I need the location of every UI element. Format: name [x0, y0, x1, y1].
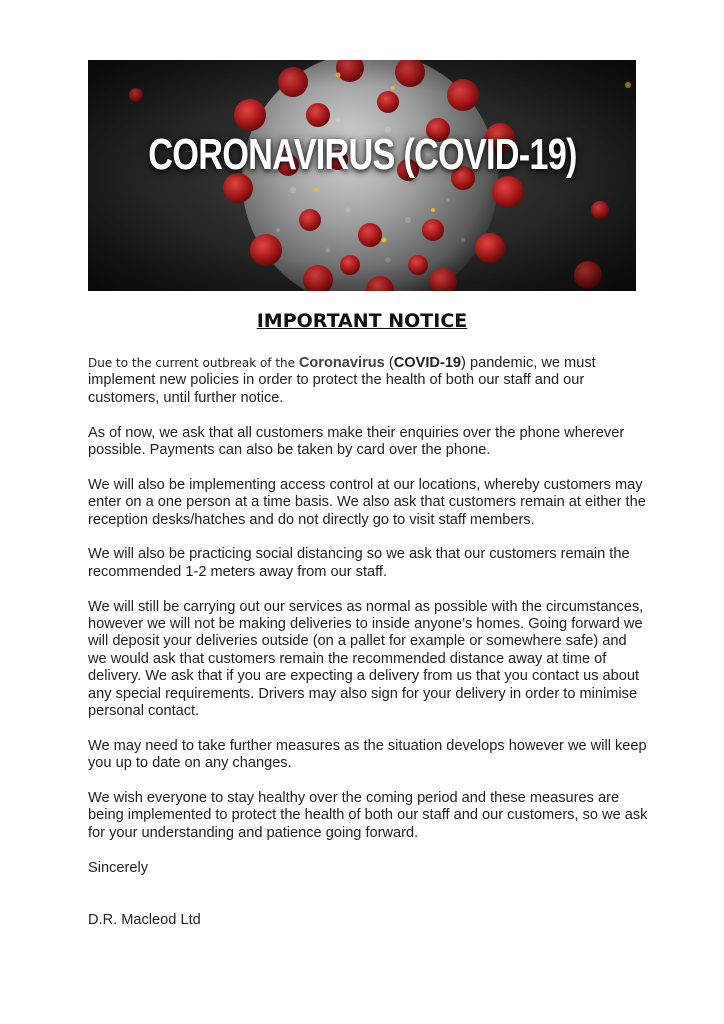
paragraph-deliveries: We will still be carrying out our services as normal as possible with the circumstances, however we will not be making deliveries to inside anyone’s homes. Going forward we will deposit your deliveries outside (on a pallet for example or somewhere safe) and we would ask that customers remain the recommended distance away at time of delivery. We ask that if you are expecting a delivery from us that you contact us about any special requirements. Drivers may also sign for your delivery in order to minimise personal contact. — [88, 598, 644, 720]
intro-rest: ) pandemic, we must implement new policies in order to protect the health of both our staff and our customers, until further notice. — [88, 355, 596, 406]
notice-body — [88, 355, 648, 929]
covid-banner — [88, 60, 636, 291]
paragraph-further-measures: We may need to take further measures as the situation develops however we will keep you up to date on any changes. — [88, 737, 647, 772]
intro-paren-open: ( — [384, 355, 394, 371]
notice-heading: IMPORTANT NOTICE — [256, 310, 468, 332]
intro-paragraph — [88, 355, 648, 407]
intro-lead: Due to the current outbreak of the — [88, 356, 299, 370]
intro-virus-word: Coronavirus — [298, 355, 385, 371]
paragraph-access-control: We will also be implementing access control at our locations, whereby customers may enter on a one person at a time basis. We also ask that customers remain at either the reception desks/hatches and do not directly go to visit staff members. — [88, 476, 646, 528]
paragraph-phone-enquiries: As of now, we ask that all customers make their enquiries over the phone wherever possible. Payments can also be taken by card over the phone. — [88, 424, 625, 459]
paragraph-stay-healthy: We wish everyone to stay healthy over the coming period and these measures are being implemented to protect the health of both our staff and our customers, so we ask for your understanding and patience going forward. — [88, 790, 648, 841]
banner-title: CORONAVIRUS (COVID-19) — [148, 130, 577, 179]
signoff: Sincerely — [88, 859, 149, 876]
intro-covid-word: COVID-19 — [393, 355, 462, 371]
paragraph-social-distancing: We will also be practicing social distancing so we ask that our customers remain the recommended 1-2 meters away from our staff. — [88, 546, 630, 580]
company-name: D.R. Macleod Ltd — [88, 911, 201, 928]
